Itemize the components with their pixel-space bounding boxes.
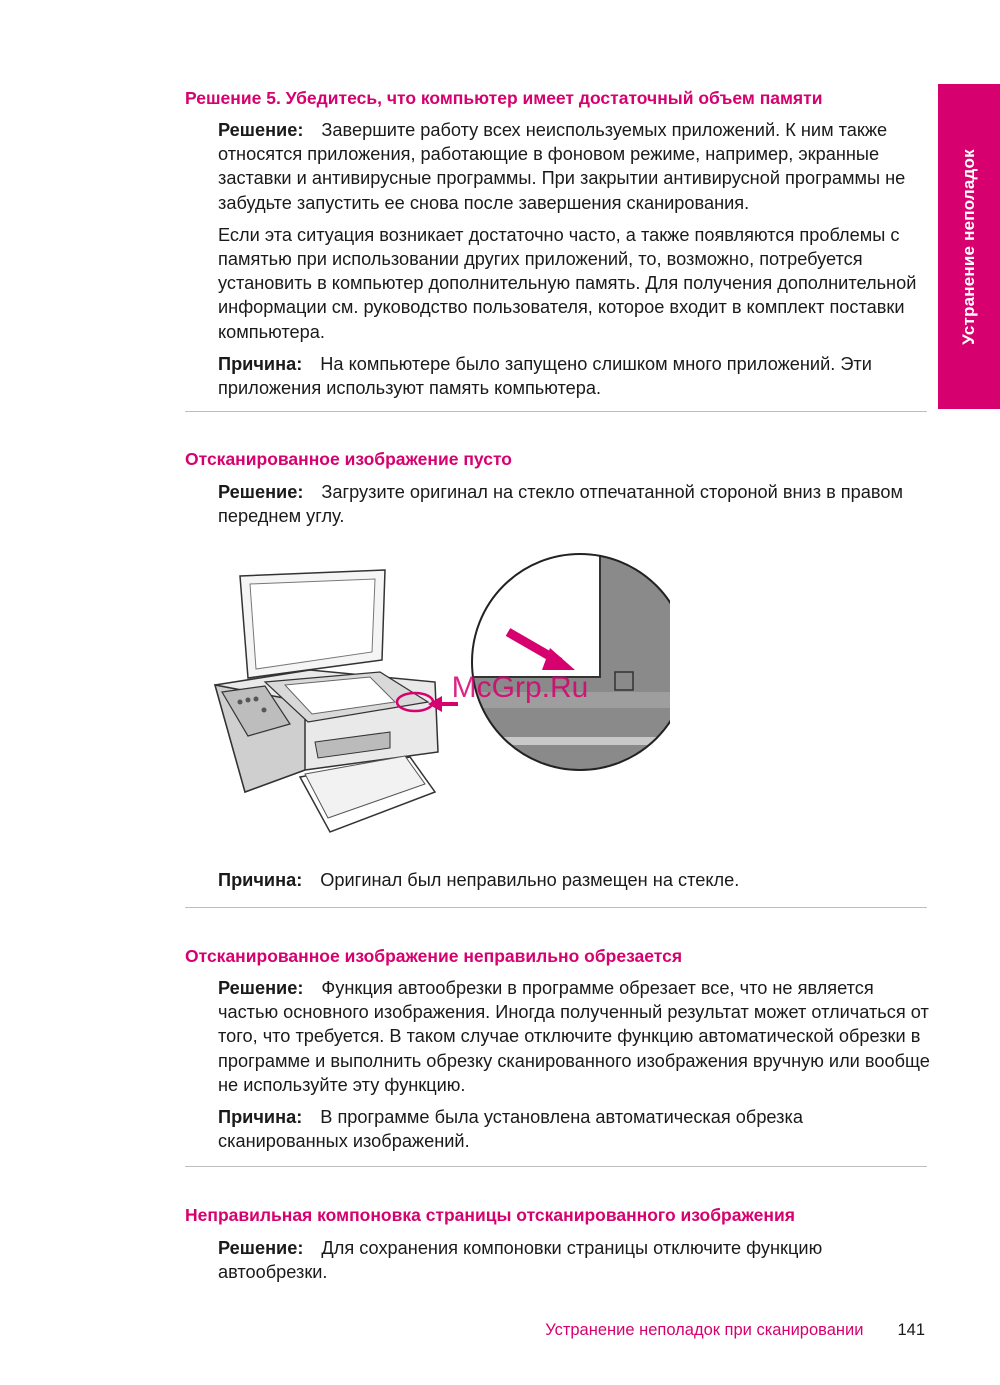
watermark: McGrp.Ru: [451, 671, 589, 704]
section-blank-scan-cause-block: [185, 868, 927, 892]
section-crop-solution: [218, 976, 930, 1097]
cause-text: В программе была установлена автоматическая обрезка сканированных изображений.: [218, 1107, 803, 1152]
solution-label: Решение:: [218, 482, 304, 502]
cause-label: Причина:: [218, 1107, 303, 1128]
solution-text: Функция автообрезки в программе обрезает все, что не является частью основного изображения. Иногда полученный результат может отличаться от того, что требуется. В таком случае отключите функцию автоматической обрезки в программе и выполнить обрезку сканированного изображения вручную или вообще не используйте эту функцию.: [218, 978, 930, 1095]
solution-label: Решение:: [218, 120, 304, 140]
section-blank-scan-solution: [218, 480, 930, 528]
solution-label: Решение:: [218, 978, 304, 998]
solution-label: Решение:: [218, 1238, 304, 1258]
section-blank-scan: [185, 447, 927, 528]
solution-text: Завершите работу всех неиспользуемых приложений. К ним также относятся приложения, работающие в фоновом режиме, например, экранные заставки и антивирусные программы. При закрытии антивирусной программы не забудьте запустить ее снова после завершения сканирования.: [218, 120, 906, 213]
side-tab: [938, 84, 1000, 409]
divider: [185, 411, 927, 412]
page-footer: [545, 1321, 925, 1340]
section-memory-solution: [218, 118, 930, 215]
divider: [185, 907, 927, 908]
cause-text: На компьютере было запущено слишком много приложений. Эти приложения используют память компьютера.: [218, 353, 872, 399]
cause-text: Оригинал был неправильно размещен на стекле.: [320, 870, 740, 890]
section-crop-cause: [218, 1105, 930, 1153]
section-memory-title: Решение 5. Убедитесь, что компьютер имеет достаточный объем памяти: [185, 88, 823, 108]
cause-label: Причина:: [218, 353, 303, 374]
section-memory: [185, 86, 927, 400]
section-crop-title: Отсканированное изображение неправильно обрезается: [185, 946, 683, 966]
section-crop: [185, 944, 930, 1153]
divider: [185, 1166, 927, 1167]
scanner-illustration: [210, 552, 670, 844]
section-memory-extra: Если эта ситуация возникает достаточно часто, а также появляются проблемы с памятью при использовании других приложений, то, возможно, потребуется установить в компьютер дополнительную память. Для получения дополнительной информации см. руководство пользователя, которое входит в комплект поставки компьютера.: [218, 224, 917, 342]
section-layout-title: Неправильная компоновка страницы отсканированного изображения: [185, 1205, 795, 1225]
section-layout: [185, 1203, 927, 1284]
side-tab-label: Устранение неполадок: [959, 148, 978, 345]
footer-section-title: Устранение неполадок при сканировании: [545, 1321, 864, 1339]
section-memory-cause: [218, 352, 930, 400]
solution-text: Для сохранения компоновки страницы отключите функцию автообрезки.: [218, 1238, 823, 1283]
section-blank-scan-title: Отсканированное изображение пусто: [185, 449, 512, 469]
section-blank-scan-cause: [218, 868, 930, 892]
cause-label: Причина:: [218, 870, 303, 890]
page-number: 141: [897, 1321, 925, 1339]
section-layout-solution: [218, 1236, 930, 1284]
solution-text: Загрузите оригинал на стекло отпечатанной стороной вниз в правом переднем углу.: [218, 482, 903, 527]
